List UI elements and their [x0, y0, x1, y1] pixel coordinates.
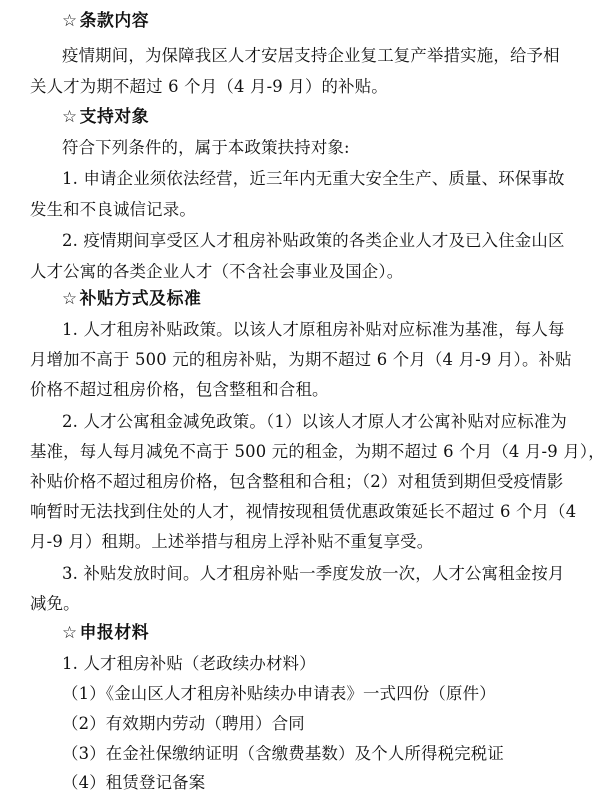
paragraph-line: 价格不超过租房价格，包含整租和合租。	[30, 380, 329, 399]
section-heading-materials	[62, 622, 149, 642]
heading-text: 申报材料	[79, 622, 150, 642]
paragraph-line: 1. 人才租房补贴政策。以该人才原租房补贴对应标准为基准，每人每	[62, 320, 565, 339]
paragraph-line: 符合下列条件的，属于本政策扶持对象:	[62, 138, 350, 157]
paragraph-line: 响暂时无法找到住处的人才，视情按现租赁优惠政策延长不超过 6 个月（4	[30, 502, 577, 521]
list-item: （4）租赁登记备案	[62, 773, 206, 792]
paragraph-line: 月-9 月）租期。上述举措与租房上浮补贴不重复享受。	[30, 532, 434, 551]
star-icon: ☆	[62, 622, 78, 642]
paragraph-line: 人才公寓的各类企业人才（不含社会事业及国企）。	[30, 262, 404, 281]
section-heading-target	[62, 106, 149, 126]
paragraph-line: 1. 申请企业须依法经营，近三年内无重大安全生产、质量、环保事故	[62, 169, 565, 188]
paragraph-line: 关人才为期不超过 6 个月（4 月-9 月）的补贴。	[30, 77, 388, 96]
paragraph-line: 减免。	[30, 594, 80, 613]
paragraph-line: 补贴价格不超过租房价格，包含整租和合租；（2）对租赁到期但受疫情影	[30, 472, 564, 491]
list-item: （3）在金社保缴纳证明（含缴费基数）及个人所得税完税证	[62, 744, 504, 763]
section-heading-terms	[62, 10, 149, 30]
list-item: 1. 人才租房补贴（老政续办材料）	[62, 654, 316, 673]
paragraph-line: 3. 补贴发放时间。人才租房补贴一季度发放一次，人才公寓租金按月	[62, 564, 565, 583]
heading-text: 支持对象	[79, 106, 150, 126]
section-heading-method	[62, 288, 201, 308]
paragraph-line: 月增加不高于 500 元的租房补贴，为期不超过 6 个月（4 月-9 月）。补贴	[30, 350, 572, 369]
paragraph-line: 发生和不良诚信记录。	[30, 200, 196, 219]
list-item: （2）有效期内劳动（聘用）合同	[62, 714, 305, 733]
paragraph-line: 基准，每人每月减免不高于 500 元的租金，为期不超过 6 个月（4 月-9 月），	[30, 442, 605, 461]
paragraph-line: 2. 疫情期间享受区人才租房补贴政策的各类企业人才及已入住金山区	[62, 231, 565, 250]
star-icon: ☆	[62, 10, 78, 30]
list-item: （1）《金山区人才租房补贴续办申请表》一式四份（原件）	[62, 684, 496, 703]
heading-text: 条款内容	[79, 10, 150, 30]
paragraph-line: 2. 人才公寓租金减免政策。（1）以该人才原人才公寓补贴对应标准为	[62, 412, 568, 431]
star-icon: ☆	[62, 106, 78, 126]
star-icon: ☆	[62, 288, 78, 308]
paragraph-line: 疫情期间，为保障我区人才安居支持企业复工复产举措实施，给予相	[62, 46, 560, 65]
heading-text: 补贴方式及标准	[79, 288, 202, 308]
